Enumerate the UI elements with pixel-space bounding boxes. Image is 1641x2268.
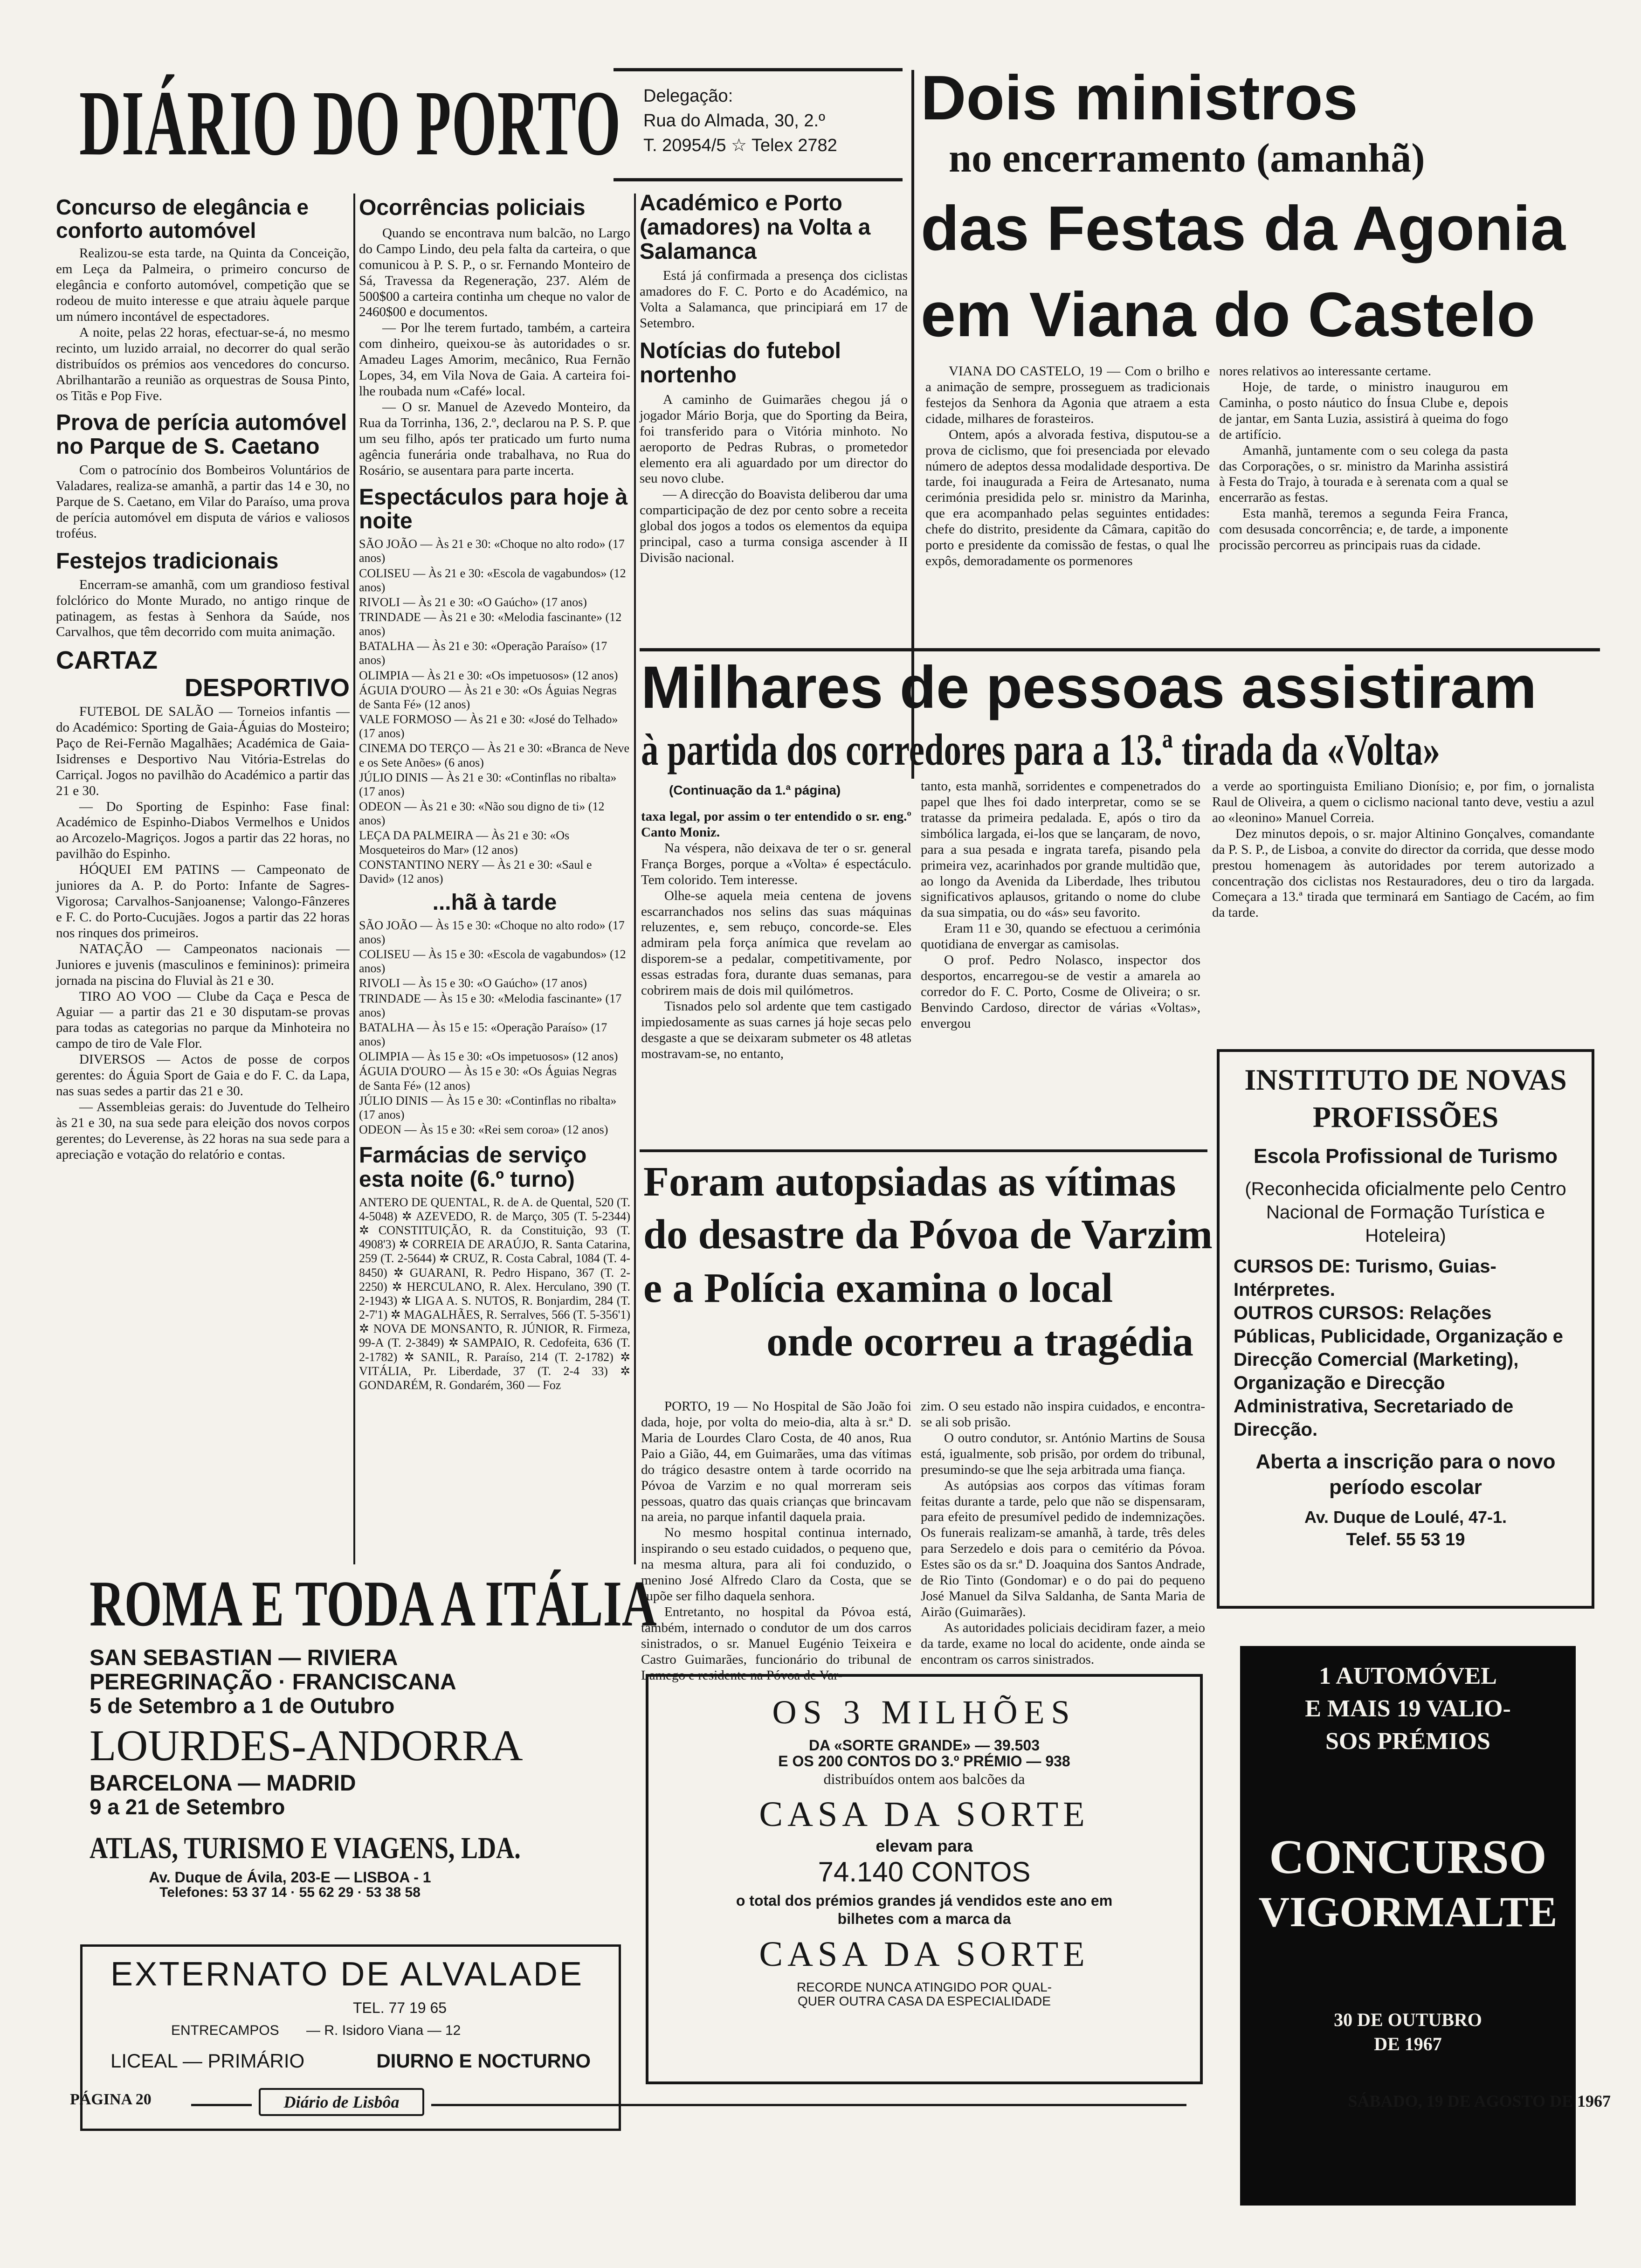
list-item: ÁGUIA D'OURO — Às 15 e 30: «Os Águias Negras de Santa Fé» (12 anos) [359,1065,617,1093]
list-item: CINEMA DO TERÇO — Às 21 e 30: «Branca de Neve e os Sete Anões» (6 anos) [359,741,630,769]
prova-headline: Prova de perícia automóvel no Parque de S. Caetano [56,410,347,459]
instituto-ad: INSTITUTO DE NOVAS PROFISSÕES Escola Profissional de Turismo (Reconhecida oficialmente pelo Centro Nacional de Formação Turística e Hoteleira) CURSOS DE: Turismo, Guias-Intérpretes. OUTROS CURSOS: Relações Públicas, Publicidade, Organização e Direcção Comercial (Marketing), Organização e Direcção Administrativa, Secretariado de Direcção. Aberta a inscrição para o novo período escolar Av. Duque de Loulé, 47-1. Telef. 55 53 19 [1217,1049,1594,1609]
column-b [359,196,630,1567]
list-item: SÃO JOÃO — Às 21 e 30: «Choque no alto rodo» (17 anos) [359,537,625,565]
milhares-headline: Milhares de pessoas assistiram [641,654,1537,721]
list-item: COLISEU — Às 15 e 30: «Escola de vagabundos» (12 anos) [359,947,626,975]
farmacias-headline: Farmácias de serviço esta noite (6.º turno) [359,1143,587,1192]
concurso-body: Realizou-se esta tarde, na Quinta da Conceição, em Leça da Palmeira, o primeiro concurso de elegância e conforto automóvel, competição que se rodeou de muito interesse e que atraiu àquele parque um número incontável de espectadores. A noite, pelas 22 horas, efectuar-se-á, no mesmo recinto, um luzido arraial, no decorrer do qual serão distribuídos os prémios aos vencedores do concurso. Abrilhantarão a reunião as orquestras de Sousa Pinto, os Titãs e Pop Five. [56,246,350,403]
list-item: LEÇA DA PALMEIRA — Às 21 e 30: «Os Mosqueteiros do Mar» (12 anos) [359,829,570,857]
list-item: COLISEU — Às 21 e 30: «Escola de vagabundos» (12 anos) [359,566,626,594]
tarde-headline: ...hã à tarde [432,890,557,915]
milhares-col-1: taxa legal, por assim o ter entendido o sr. eng.º Canto Moniz. Na véspera, não deixava de ter o sr. general França Borges, porque a «Volta» é espectáculo. Tem colorido. Tem interesse. Olhe-se aquela meia centena de jovens escarranchados nos selins das suas máquinas reluzentes, e, sem rebuço, concorde-se. Eles admiram pela força anímica que revelam ao disporem-se a pedalar, competitivamente, por essas estradas fora, durante duas semanas, para cobrirem mais de dois mil quilómetros. Tisnados pelo sol ardente que tem castigado impiedosamente as suas carnes já hoje secas pelo desgaste a que se deixaram submeter os 48 atletas mostravam-se, no entanto, [641,809,911,1061]
milhares-col-2: tanto, esta manhã, sorridentes e compenetrados do papel que lhes foi dado interpretar, como se se tratasse da primeira pedalada. E, após o tiro da simbólica largada, ei-los que se lançaram, de novo, para a sua pesada e ingrata tarefa, pisando pela primeira vez, acarinhados por grande multidão que, ao longo da Avenida da Liberdade, lhes tributou significativos aplausos, gritando o nome do clube da sua simpatia, ou do «ás» seu favorito. Eram 11 e 30, quando se efectuou a cerimónia quotidiana de envergar as camisolas. O prof. Pedro Nolasco, inspector dos desportos, encarregou-se de vestir a amarela ao corredor do F. C. Porto, Cosme de Oliveira; o sr. Benvindo Cardoso, director de várias «Voltas», envergou [921,779,1200,1031]
povoa-col-2: zim. O seu estado não inspira cuidados, e encontra-se ali sob prisão. O outro condutor, sr. António Martins de Sousa está, igualmente, sob prisão, por ordem do tribunal, presumindo-se que lhe seja arbitrada uma fiança. As autópsias aos corpos das vítimas foram feitas durante a tarde, pelo que não se dispensaram, para efeito de presumível pedido de indemnizações. Os funerais realizam-se amanhã, à tarde, três deles para Serzedelo e dois para o cemitério da Póvoa. Estes são os da sr.ª D. Joaquina dos Santos Andrade, de Rio Tinto (Gondomar) e o do pai do pequeno José Manuel da Silva Saldanha, de Santa Maria de Airão (Guimarães). As autoridades policiais decidiram fazer, a meio da tarde, exame no local do acidente, onde ainda se encontram os carros sinistrados. [921,1399,1205,1667]
ocorrencias-body: Quando se encontrava num balcão, no Largo do Campo Lindo, deu pela falta da carteira, o que comunicou à P. S. P., o sr. Fernando Monteiro de Sá, Travessa da Regeneração, 237. Além de 500$00 a carteira continha um cheque no valor de 2460$00 e documentos. — Por lhe terem furtado, também, a carteira com dinheiro, queixou-se às autoridades o sr. Amadeu Lages Amorim, mecânico, Rua Fernão Lopes, 34, em Vila Nova de Gaia. A carteira foi-lhe roubada num «Café» local. — O sr. Manuel de Azevedo Monteiro, da Rua da Torrinha, 136, 2.º, declarou na P. S. P. que um seu filho, após ter praticado um furto numa agência funerária onde trabalhava, no Rua do Rosário, se ausentara para parte incerta. [359,225,630,478]
list-item: JÚLIO DINIS — Às 21 e 30: «Continflas no ribalta» (17 anos) [359,770,617,798]
festejos-headline: Festejos tradicionais [56,548,279,574]
milhares-subheadline: à partida dos corredores para a 13.ª tirada da «Volta» [641,725,1441,774]
academico-body: Está já confirmada a presença dos ciclistas amadores do F. C. Porto e do Académico, na Volta a Salamanca, que principiará em 17 de Setembro. [640,268,908,331]
column-c [640,191,908,657]
top-story-col-1: VIANA DO CASTELO, 19 — Com o brilho e a animação de sempre, prosseguem as tradicionais festejos da Senhora da Agonia que atraem a esta cidade, milhares de forasteiros. Ontem, após a alvorada festiva, disputou-se a prova de ciclismo, que foi presenciada por elevado número de adeptos dessa modalidade desportiva. De tarde, foi inaugurada a Feira de Artesanato, numa cerimónia presidida pelo sr. ministro da Marinha, que era acompanhado pelas seguintes entidades: chefe do distrito, presidente da Câmara, capitão do porto e presidente da comissão de festas, o qual lhe expôs, demoradamente os pormenores [925,364,1210,569]
list-item: TRINDADE — Às 15 e 30: «Melodia fascinante» (17 anos) [359,991,622,1019]
externato-ad: EXTERNATO DE ALVALADE TEL. 77 19 65 ENTRECAMPOS — R. Isidoro Viana — 12 LICEAL — PRIMÁRIO DIURNO E NOCTURNO [80,1944,621,2131]
academico-headline: Académico e Porto (amadores) na Volta a Salamanca [640,191,871,264]
list-item: OLIMPIA — Às 15 e 30: «Os impetuosos» (12 anos) [359,1050,618,1064]
festejos-body: Encerram-se amanhã, com um grandioso festival folclórico do Monte Murado, no antigo rinque de patinagem, as festas à Senhora da Saúde, nos Carvalhos, que têm decorrido com muita animação. [56,577,350,640]
list-item: SÃO JOÃO — Às 15 e 30: «Choque no alto rodo» (17 anos) [359,918,625,946]
top-story-col-2: nores relativos ao interessante certame. Hoje, de tarde, o ministro inaugurou em Caminha, o posto náutico do Ínsua Clube e, depois de jantar, em Santa Luzia, assistirá à queima do fogo de artifício. Amanhã, juntamente com o seu colega da pasta das Corporações, o sr. ministro da Marinha assistirá à Festa do Trajo, à tourada e à serenata com a qual se encerrarão as festas. Esta manhã, teremos a segunda Feira Franca, com desusada concorrência; e, de tarde, a imponente procissão percorreu as principais ruas da cidade. [1219,364,1508,553]
column-a [56,196,350,1567]
list-item: TRINDADE — Às 21 e 30: «Melodia fascinante» (12 anos) [359,610,622,638]
espectaculos-noite-list [359,537,630,886]
cartaz-subheadline: DESPORTIVO [184,673,350,702]
list-item: JÚLIO DINIS — Às 15 e 30: «Continflas no ribalta» (17 anos) [359,1093,617,1121]
list-item: BATALHA — Às 15 e 15: «Operação Paraíso» (17 anos) [359,1020,607,1049]
list-item: VALE FORMOSO — Às 21 e 30: «José do Telhado» (17 anos) [359,712,618,740]
footer-date: SÁBADO, 19 DE AGOSTO DE 1967 [1348,2092,1611,2110]
list-item: RIVOLI — Às 15 e 30: «O Gaúcho» (17 anos) [359,976,587,990]
milhares-col-3: a verde ao sportinguista Emiliano Dionísio; e, por fim, o jornalista Raul de Oliveira, a quem o ciclismo nacional tanto deve, vestiu a azul ao «leonino» Manuel Correia. Dez minutos depois, o sr. major Altinino Gonçalves, comandante da P. S. P., de Lisboa, a convite do director da corrida, que desse modo prestou homenagem às autoridades por terem autorizado a concentração dos ciclistas nos Restauradores, deu o tiro da largada. Começara a 13.ª tirada que terminará em Santiago de Cacém, ao fim da tarde. [1212,779,1594,920]
list-item: RIVOLI — Às 21 e 30: «O Gaúcho» (17 anos) [359,595,587,609]
noticias-headline: Notícias do futebol nortenho [640,339,841,387]
vigormalte-ad: 1 AUTOMÓVEL E MAIS 19 VALIO- SOS PRÉMIOS CONCURSO VIGORMALTE 30 DE OUTUBRO DE 1967 [1240,1646,1576,2206]
list-item: BATALHA — Às 21 e 30: «Operação Paraíso» (17 anos) [359,639,607,667]
ocorrencias-headline: Ocorrências policiais [359,195,586,220]
prova-body: Com o patrocínio dos Bombeiros Voluntários de Valadares, realiza-se amanhã, a partir das 14 e 30, no Parque de S. Caetano, em Vilar do Paraíso, uma prova de perícia automóvel em disputa de vários e valiosos troféus. [56,463,350,541]
cartaz-body: FUTEBOL DE SALÃO — Torneios infantis — do Académico: Sporting de Gaia-Águias do Mosteiro; Paço de Rei-Fernão Magalhães; Académica de Gaia-Isidrenses e Desportivo Nau Vitória-Estrelas do Carriçal. Jogos no pavilhão do Académico a partir das 21 e 30. — Do Sporting de Espinho: Fase final: Académico de Espinho-Diabos Vermelhos e Unidos ao Arcozelo-Magriços. Jogos a partir das 22 horas, no pavilhão do Espinho. HÓQUEI EM PATINS — Campeonato de juniores da A. P. do Porto: Infante de Sagres-Vigorosa; Carvalhos-Sanjoanense; Valongo-Fânzeres e F. C. do Porto-Cucujães. Jogos a partir das 22 horas nos rinques dos primeiros. NATAÇÃO — Campeonatos nacionais — Juniores e juvenis (masculinos e femininos): primeira jornada na piscina do Fluvial às 21 e 30. TIRO AO VOO — Clube da Caça e Pesca de Aguiar — a partir das 21 e 30 disputam-se provas para todas as categorias no parque da Minhoteira no campo de tiro de Vale Flor. DIVERSOS — Actos de posse de corpos gerentes: do Águia Sport de Gaia e do F. C. da Lapa, nas suas sedes a partir das 21 e 30. — Assembleias gerais: do Juventude do Telheiro às 21 e 30, na sua sede para eleição dos novos corpos gerentes; do Leverense, às 22 horas na sua sede para a apreciação e votação do relatório e contas. [56,704,350,1162]
list-item: OLIMPIA — Às 21 e 30: «Os impetuosos» (12 anos) [359,668,618,682]
espectaculos-headline: Espectáculos para hoje à noite [359,484,628,534]
masthead-title: DIÁRIO DO PORTO [79,72,621,175]
masthead-address: Delegação: Rua do Almada, 30, 2.º T. 20954/5 ☆ Telex 2782 [643,86,837,156]
povoa-col-1: PORTO, 19 — No Hospital de São João foi dada, hoje, por volta do meio-dia, alta à sr.ª D. Maria de Lourdes Claro Costa, de 40 anos, Rua Paio a Gião, 44, em Guimarães, uma das vítimas do trágico desastre ontem à tarde ocorrido na Póvoa de Varzim e no qual morreram seis pessoas, quatro das quais crianças que brincavam na areia, no parque infantil daquela praia. No mesmo hospital continua internado, inspirando o seu estado cuidados, o pequeno que, na mesma altura, para ali foi conduzido, o menino José Alfredo Claro da Costa, que se supõe ser filho daquela senhora. Entretanto, no hospital da Póvoa está, também, internado o condutor de um dos carros sinistrados, o sr. Manuel Eugénio Teixeira e Castro Guimarães, funcionário do tribunal de Lamego e residente na Póvoa de Var- [641,1399,911,1683]
povoa-headline: Foram autopsiadas as vítimas do desastre da Póvoa de Varzim e a Polícia examina o local onde ocorreu a tragédia [643,1159,1213,1365]
list-item: ÁGUIA D'OURO — Às 21 e 30: «Os Águias Negras de Santa Fé» (12 anos) [359,683,617,711]
milhares-continuation: (Continuação da 1.ª página) [669,783,841,797]
list-item: ODEON — Às 21 e 30: «Não sou digno de ti» (12 anos) [359,800,605,828]
cartaz-headline: CARTAZ [56,646,158,675]
list-item: CONSTANTINO NERY — Às 21 e 30: «Saul e David» (12 anos) [359,857,592,885]
noticias-body: A caminho de Guimarães chegou já o jogador Mário Borja, que do Sporting da Beira, foi transferido para o Vitória minhoto. No aeroporto de Pedras Rubras, o prometedor elemento era ali aguardado por um director do seu novo clube. — A direcção do Boavista deliberou dar uma comparticipação de dez por cento sobre a receita global dos jogos a todos os elementos da equipa principal, caso a turma consiga ascender à II Divisão nacional. [640,392,908,566]
list-item: ODEON — Às 15 e 30: «Rei sem coroa» (12 anos) [359,1123,608,1136]
top-story-headline: Dois ministros no encerramento (amanhã) das Festas da Agonia em Viana do Castelo [921,62,1565,350]
footer-paper-name: Diário de Lisbôa [259,2088,424,2116]
casa-da-sorte-ad: OS 3 MILHÕES DA «SORTE GRANDE» — 39.503 E OS 200 CONTOS DO 3.º PRÉMIO — 938 distribuídos ontem aos balcões da CASA DA SORTE elevam para 74.140 CONTOS o total dos prémios grandes já vendidos este ano em bilhetes com a marca da CASA DA SORTE RECORDE NUNCA ATINGIDO POR QUAL- QUER OUTRA CASA DA ESPECIALIDADE [646,1674,1203,2084]
espectaculos-tarde-list [359,919,630,1137]
farmacias-list: ANTERO DE QUENTAL, R. de A. de Quental, 520 (T. 4-5048) ✲ AZEVEDO, R. de Março, 305 (T. 5-2344) ✲ CONSTITUIÇÃO, R. da Constituição, 93 (T. 4908'3) ✲ CORREIA DE ARAÚJO, R. Santa Catarina, 259 (T. 2-5644) ✲ CRUZ, R. Costa Cabral, 1084 (T. 4-8450) ✲ GUARANI, R. Pedro Hispano, 367 (T. 2-2250) ✲ HERCULANO, R. Alex. Herculano, 390 (T. 2-1943) ✲ LIGA A. S. NUTOS, R. Bonjardim, 284 (T. 2-7'1) ✲ MAGALHÃES, R. Serralves, 566 (T. 5-356'1) ✲ NOVA DE MONSANTO, R. JÚNIOR, R. Firmeza, 99-A (T. 2-3849) ✲ SAMPAIO, R. Cedofeita, 636 (T. 2-1782) ✲ SANIL, R. Paraíso, 214 (T. 2-1782) ✲ VITÁLIA, Pr. Liberdade, 37 (T. 2-4 33) ✲ GONDARÉM, R. Gondarém, 360 — Foz [359,1195,630,1392]
concurso-headline: Concurso de elegância e conforto automóvel [56,195,309,242]
footer-page-number: PÁGINA 20 [70,2091,152,2108]
roma-ad: ROMA E TODA A ITÁLIA SAN SEBASTIAN — RIVIERA PEREGRINAÇÃO · FRANCISCANA 5 de Setembro a 1 de Outubro LOURDES-ANDORRA BARCELONA — MADRID 9 a 21 de Setembro ATLAS, TURISMO E VIAGENS, LDA. Av. Duque de Ávila, 203-E — LISBOA - 1 Telefones: 53 37 14 · 55 62 29 · 53 38 58 [90,1568,657,1901]
